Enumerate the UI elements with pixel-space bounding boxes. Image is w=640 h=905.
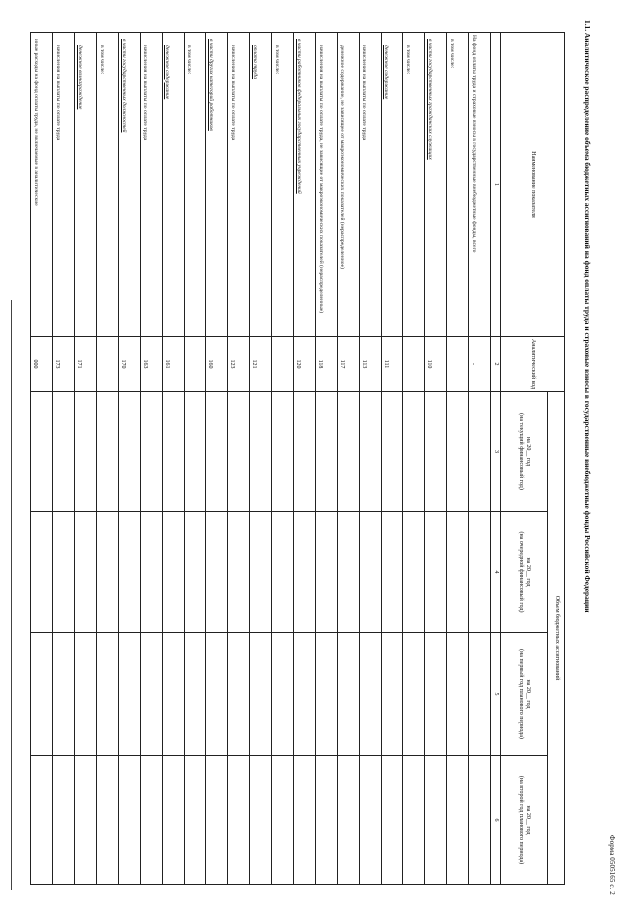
value-cell[interactable] xyxy=(447,756,469,885)
col-number: 3 xyxy=(491,392,501,512)
row-label: денежное содержание xyxy=(381,33,403,337)
table-row xyxy=(75,33,97,885)
allocation-table xyxy=(30,32,565,885)
value-cell[interactable] xyxy=(118,392,140,512)
value-cell[interactable] xyxy=(206,512,228,633)
row-label: иные расходы на фонд оплаты труда, не включаемые в аналитические xyxy=(31,33,53,337)
value-cell[interactable] xyxy=(469,633,491,756)
value-cell[interactable] xyxy=(425,633,447,756)
value-cell[interactable] xyxy=(293,512,315,633)
value-cell[interactable] xyxy=(75,633,97,756)
table-row xyxy=(272,33,294,885)
table-row xyxy=(118,33,140,885)
row-code: 173 xyxy=(53,337,75,392)
row-code: 118 xyxy=(315,337,337,392)
row-code: 110 xyxy=(425,337,447,392)
value-cell[interactable] xyxy=(272,633,294,756)
value-cell[interactable] xyxy=(184,756,206,885)
value-cell[interactable] xyxy=(184,512,206,633)
row-label: в части других категорий работников xyxy=(206,33,228,337)
row-code xyxy=(403,337,425,392)
value-cell[interactable] xyxy=(359,756,381,885)
value-cell[interactable] xyxy=(315,756,337,885)
value-cell[interactable] xyxy=(403,392,425,512)
bottom-rule xyxy=(11,300,12,890)
row-code: 123 xyxy=(228,337,250,392)
value-cell[interactable] xyxy=(403,756,425,885)
value-cell[interactable] xyxy=(31,633,53,756)
value-cell[interactable] xyxy=(140,633,162,756)
value-cell[interactable] xyxy=(381,756,403,885)
col-number: 2 xyxy=(491,337,501,392)
row-label: денежное вознаграждение xyxy=(75,33,97,337)
value-cell[interactable] xyxy=(337,756,359,885)
header-code: Аналитический код xyxy=(501,337,565,392)
table-row xyxy=(250,33,272,885)
value-cell[interactable] xyxy=(381,392,403,512)
value-cell[interactable] xyxy=(337,392,359,512)
value-cell[interactable] xyxy=(118,512,140,633)
value-cell[interactable] xyxy=(381,633,403,756)
col-number: 6 xyxy=(491,756,501,885)
table-row xyxy=(315,33,337,885)
row-code: 170 xyxy=(118,337,140,392)
value-cell[interactable] xyxy=(75,512,97,633)
table-row xyxy=(228,33,250,885)
value-cell[interactable] xyxy=(272,392,294,512)
value-cell[interactable] xyxy=(337,633,359,756)
value-cell[interactable] xyxy=(206,756,228,885)
row-code xyxy=(272,337,294,392)
value-cell[interactable] xyxy=(403,633,425,756)
row-label: начисления на выплаты по оплате труда xyxy=(140,33,162,337)
table-row xyxy=(206,33,228,885)
value-cell[interactable] xyxy=(184,633,206,756)
value-cell[interactable] xyxy=(228,512,250,633)
value-cell[interactable] xyxy=(228,633,250,756)
value-cell[interactable] xyxy=(140,392,162,512)
table-row xyxy=(140,33,162,885)
col-number: 5 xyxy=(491,633,501,756)
value-cell[interactable] xyxy=(403,512,425,633)
row-code: 171 xyxy=(75,337,97,392)
row-code: 121 xyxy=(250,337,272,392)
row-code: 111 xyxy=(381,337,403,392)
header-year-current: на 20__ год (на текущий финансовый год) xyxy=(501,392,548,512)
value-cell[interactable] xyxy=(162,633,184,756)
value-cell[interactable] xyxy=(425,512,447,633)
header-volume-group: Объем бюджетных ассигнований xyxy=(548,392,565,885)
value-cell[interactable] xyxy=(96,512,118,633)
table-row xyxy=(447,33,469,885)
value-cell[interactable] xyxy=(293,392,315,512)
value-cell[interactable] xyxy=(228,756,250,885)
value-cell[interactable] xyxy=(162,392,184,512)
value-cell[interactable] xyxy=(381,512,403,633)
row-label: оплата труда xyxy=(250,33,272,337)
section-title: 1.1. Аналитическое распределение объема бюджетных ассигнований на фонд оплаты труда и страховые взносы в государственные внебюджетные фонды Российской Федерации xyxy=(583,20,592,613)
header-year-next: на 20__ год (на очередной финансовый год) xyxy=(501,512,548,633)
value-cell[interactable] xyxy=(425,392,447,512)
row-label: денежное содержание xyxy=(162,33,184,337)
value-cell[interactable] xyxy=(250,512,272,633)
row-label: начисления на выплаты по оплате труда xyxy=(359,33,381,337)
value-cell[interactable] xyxy=(31,756,53,885)
value-cell[interactable] xyxy=(96,633,118,756)
col-number: 4 xyxy=(491,512,501,633)
value-cell[interactable] xyxy=(162,512,184,633)
table-row xyxy=(184,33,206,885)
value-cell[interactable] xyxy=(53,392,75,512)
row-label: начисления на выплаты по оплате труда xyxy=(228,33,250,337)
value-cell[interactable] xyxy=(162,756,184,885)
row-label: в том числе: xyxy=(403,33,425,337)
row-code: 000 xyxy=(31,337,53,392)
value-cell[interactable] xyxy=(315,392,337,512)
value-cell[interactable] xyxy=(272,512,294,633)
row-code: 163 xyxy=(140,337,162,392)
table-row xyxy=(381,33,403,885)
value-cell[interactable] xyxy=(293,633,315,756)
value-cell[interactable] xyxy=(447,392,469,512)
value-cell[interactable] xyxy=(140,512,162,633)
row-code: 161 xyxy=(162,337,184,392)
row-label: в том числе: xyxy=(447,33,469,337)
row-code xyxy=(96,337,118,392)
row-code xyxy=(184,337,206,392)
table-row xyxy=(337,33,359,885)
row-label: денежное содержание, не зависящее от макроэкономических показателей (нераспределенное) xyxy=(337,33,359,337)
value-cell[interactable] xyxy=(469,512,491,633)
row-label: в части государственных гражданских служащих xyxy=(425,33,447,337)
value-cell[interactable] xyxy=(118,633,140,756)
col-number: 1 xyxy=(491,33,501,337)
table-row xyxy=(425,33,447,885)
value-cell[interactable] xyxy=(250,756,272,885)
value-cell[interactable] xyxy=(359,392,381,512)
value-cell[interactable] xyxy=(96,392,118,512)
value-cell[interactable] xyxy=(315,512,337,633)
value-cell[interactable] xyxy=(53,512,75,633)
value-cell[interactable] xyxy=(75,392,97,512)
value-cell[interactable] xyxy=(140,756,162,885)
value-cell[interactable] xyxy=(272,756,294,885)
table-row xyxy=(96,33,118,885)
value-cell[interactable] xyxy=(53,633,75,756)
value-cell[interactable] xyxy=(359,633,381,756)
row-code: 120 xyxy=(293,337,315,392)
value-cell[interactable] xyxy=(359,512,381,633)
value-cell[interactable] xyxy=(118,756,140,885)
row-label: в части государственных должностей xyxy=(118,33,140,337)
row-label: начисления на выплаты по оплате труда xyxy=(53,33,75,337)
table-row xyxy=(403,33,425,885)
header-year-plan2: на 20__ год (на второй год планового периода) xyxy=(501,756,548,885)
value-cell[interactable] xyxy=(425,756,447,885)
table-row xyxy=(162,33,184,885)
value-cell[interactable] xyxy=(250,392,272,512)
row-code: 160 xyxy=(206,337,228,392)
value-cell[interactable] xyxy=(337,512,359,633)
table-row xyxy=(31,33,53,885)
value-cell[interactable] xyxy=(447,633,469,756)
header-name: Наименование показателя xyxy=(501,33,565,337)
value-cell[interactable] xyxy=(469,392,491,512)
value-cell[interactable] xyxy=(250,633,272,756)
row-label: начисления на выплаты по оплате труда, не зависящие от макроэкономических показателей (нераспределенные) xyxy=(315,33,337,337)
form-id: Форма 0505165 с. 2 xyxy=(608,835,616,895)
value-cell[interactable] xyxy=(293,756,315,885)
value-cell[interactable] xyxy=(447,512,469,633)
value-cell[interactable] xyxy=(228,392,250,512)
header-year-plan1: на 20__ год (на первый год планового периода) xyxy=(501,633,548,756)
row-label: На фонд оплаты труда и страховые взносы в государственные внебюджетные фонды, всего xyxy=(469,33,491,337)
value-cell[interactable] xyxy=(31,512,53,633)
table-row xyxy=(53,33,75,885)
row-label: в том числе: xyxy=(272,33,294,337)
value-cell[interactable] xyxy=(469,756,491,885)
value-cell[interactable] xyxy=(184,392,206,512)
row-label: в том числе: xyxy=(184,33,206,337)
row-code: - xyxy=(469,337,491,392)
value-cell[interactable] xyxy=(206,633,228,756)
table-row xyxy=(293,33,315,885)
value-cell[interactable] xyxy=(31,392,53,512)
row-label: в том числе: xyxy=(96,33,118,337)
row-code: 113 xyxy=(359,337,381,392)
value-cell[interactable] xyxy=(315,633,337,756)
value-cell[interactable] xyxy=(206,392,228,512)
row-code xyxy=(447,337,469,392)
table-row xyxy=(469,33,491,885)
row-code: 117 xyxy=(337,337,359,392)
row-label: в части работников федеральных государственных учреждений xyxy=(293,33,315,337)
table-body xyxy=(31,33,491,885)
value-cell[interactable] xyxy=(53,756,75,885)
value-cell[interactable] xyxy=(96,756,118,885)
table-row xyxy=(359,33,381,885)
value-cell[interactable] xyxy=(75,756,97,885)
